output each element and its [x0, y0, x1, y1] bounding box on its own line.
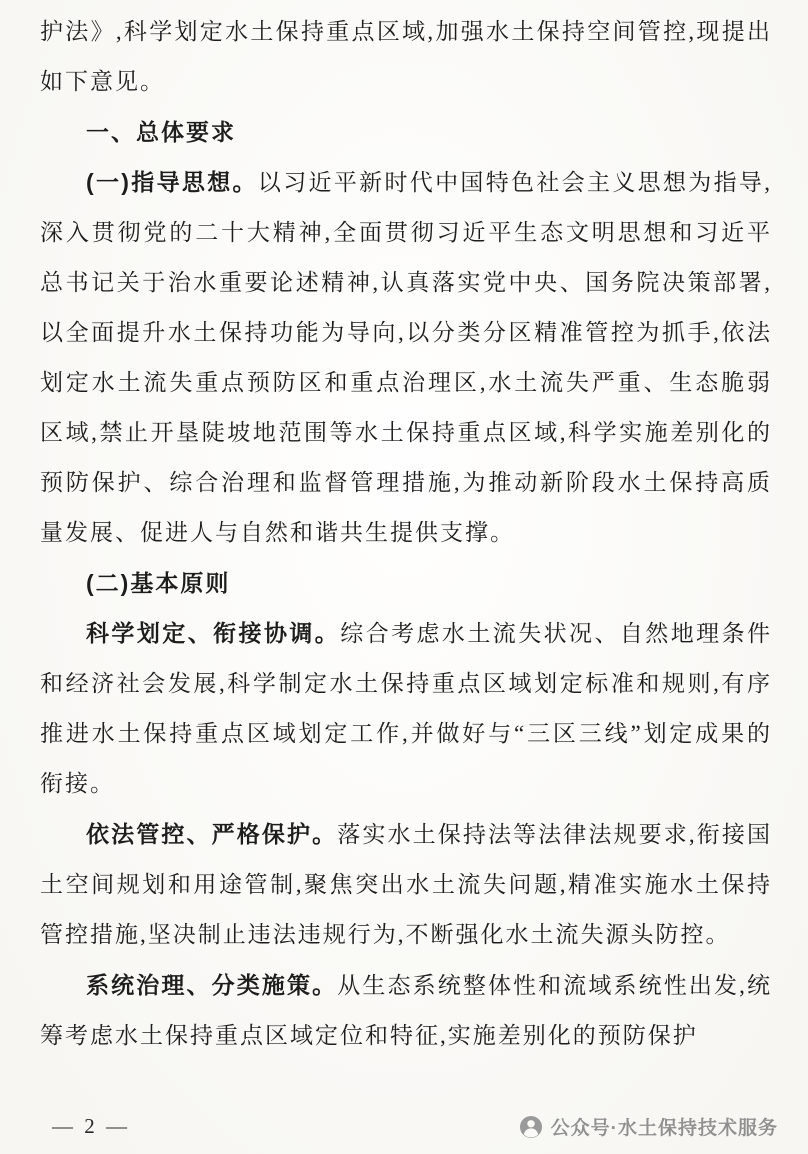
paragraph: [40, 157, 772, 558]
paragraph-text: 综合考虑水土流失状况、自然地理条件和经济社会发展,科学制定水土保持重点区域划定标准和规则,有序推进水土保持重点区域划定工作,并做好与“三区三线”划定成果的衔接。: [40, 621, 773, 796]
paragraph-lead: 系统治理、分类施策。: [86, 972, 338, 998]
paragraph: [40, 6, 772, 107]
subsection-heading-text: (二)基本原则: [86, 570, 231, 596]
watermark-label: 公众号·水土保持技术服务: [550, 1118, 778, 1139]
section-heading-text: 一、总体要求: [86, 119, 236, 145]
paragraph-lead: 依法管控、严格保护。: [86, 821, 338, 847]
paragraph: [40, 960, 772, 1061]
wechat-official-account-icon: [519, 1115, 543, 1139]
section-heading: [40, 107, 772, 157]
paragraph-text: 从生态系统整体性和流域系统性出发,统筹考虑水土保持重点区域定位和特征,实施差别化的预防保护: [40, 973, 773, 1048]
paragraph-text: 落实水土保持法等法律法规要求,衔接国土空间规划和用途管制,聚焦突出水土流失问题,精准实施水土保持管控措施,坚决制止违法违规行为,不断强化水土流失源头防控。: [40, 822, 773, 947]
paragraph-text: 以习近平新时代中国特色社会主义思想为指导,深入贯彻党的二十大精神,全面贯彻习近平生态文明思想和习近平总书记关于治水重要论述精神,认真落实党中央、国务院决策部署,以全面提升水土保持功能为导向,以分类分区精准管控为抓手,依法划定水土流失重点预防区和重点治理区,水土流失严重、生态脆弱区域,禁止开垦陡坡地范围等水土保持重点区域,科学实施差别化的预防保护、综合治理和监督管理措施,为推动新阶段水土保持高质量发展、促进人与自然和谐共生提供支撑。: [40, 170, 773, 545]
page-footer: [0, 1113, 808, 1140]
paragraph: [40, 809, 772, 960]
page-number: — 2 —: [52, 1114, 130, 1138]
paragraph-text: 护法》,科学划定水土保持重点区域,加强水土保持空间管控,现提出如下意见。: [40, 19, 772, 94]
paragraph-lead: 科学划定、衔接协调。: [86, 620, 341, 646]
paragraph: [40, 608, 772, 809]
watermark: [519, 1113, 778, 1140]
paragraph-lead: (一)指导思想。: [86, 169, 258, 195]
subsection-heading: [40, 558, 772, 608]
